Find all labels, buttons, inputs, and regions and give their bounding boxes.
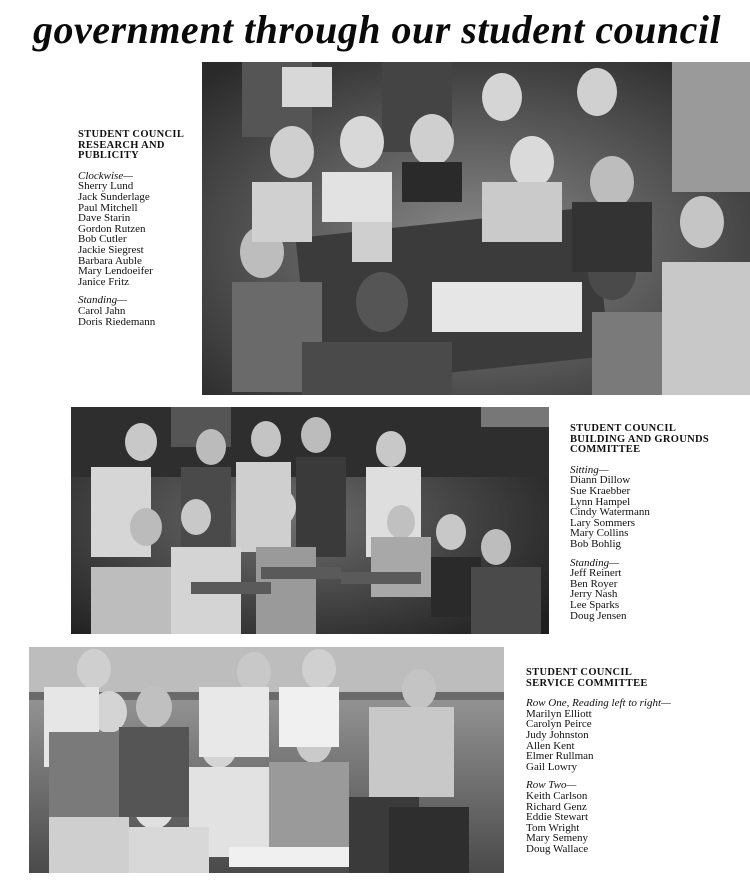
row-two-group: Row Two— Keith Carlson Richard Genz Eddie Stewart Tom Wright Mary Semeny Doug Wallace xyxy=(526,780,726,854)
name: Doug Wallace xyxy=(526,842,589,855)
name: Mary Lendoeifer xyxy=(78,265,153,278)
name: Sherry Lund xyxy=(78,180,134,193)
name: Lary Sommers xyxy=(570,516,636,529)
name: Bob Bohlig xyxy=(570,537,622,550)
name: Carol Jahn xyxy=(78,304,126,317)
service-committee-photo-image xyxy=(29,647,504,873)
row-one-group: Row One, Reading left to right— Marilyn Elliott Carolyn Peirce Judy Johnston Allen Kent Elmer Rullman Gail Lowry xyxy=(526,698,726,772)
research-publicity-photo-image xyxy=(202,62,750,395)
service-committee-photo xyxy=(29,647,504,873)
clockwise-group: Clockwise— Sherry Lund Jack Sunderlage Paul Mitchell Dave Starin Gordon Rutzen Bob Cutler Jackie Siegrest Barbara Auble Mary Lendoeifer Janice Fritz xyxy=(78,171,198,288)
name: Eddie Stewart xyxy=(526,811,589,824)
research-publicity-caption xyxy=(78,130,198,335)
name: Mary Collins xyxy=(570,527,629,540)
name: Doug Jensen xyxy=(570,609,627,622)
name: Paul Mitchell xyxy=(78,201,138,214)
name: Lynn Hampel xyxy=(570,495,631,508)
name: Jackie Siegrest xyxy=(78,243,144,256)
name: Janice Fritz xyxy=(78,275,130,288)
name: Gail Lowry xyxy=(526,760,578,773)
name: Carolyn Peirce xyxy=(526,718,592,731)
name: Judy Johnston xyxy=(526,728,589,741)
name: Lee Sparks xyxy=(570,598,620,611)
name: Marilyn Elliott xyxy=(526,707,592,720)
name: Dave Starin xyxy=(78,212,131,225)
name: Jack Sunderlage xyxy=(78,190,150,203)
name: Keith Carlson xyxy=(526,789,588,802)
caption-title: STUDENT COUNCIL RESEARCH AND PUBLICITY xyxy=(78,129,185,162)
caption-title: STUDENT COUNCIL BUILDING AND GROUNDS COMMITTEE xyxy=(570,423,710,456)
standing-group: Standing— Carol Jahn Doris Riedemann xyxy=(78,295,198,327)
name: Elmer Rullman xyxy=(526,750,594,763)
caption-title: STUDENT COUNCIL SERVICE COMMITTEE xyxy=(526,667,648,689)
name: Sue Kraebber xyxy=(570,484,631,497)
building-grounds-photo-image xyxy=(71,407,549,634)
name: Bob Cutler xyxy=(78,233,127,246)
page-headline: government through our student council xyxy=(33,7,722,52)
name: Tom Wright xyxy=(526,821,580,834)
service-committee-caption xyxy=(526,668,726,863)
name: Mary Semeny xyxy=(526,832,589,845)
building-grounds-photo xyxy=(71,407,549,634)
name: Ben Royer xyxy=(570,577,618,590)
sitting-group: Sitting— Diann Dillow Sue Kraebber Lynn Hampel Cindy Watermann Lary Sommers Mary Collins Bob Bohlig xyxy=(570,465,745,550)
name: Richard Genz xyxy=(526,800,587,813)
name: Jerry Nash xyxy=(570,588,618,601)
building-grounds-caption xyxy=(570,424,745,629)
name: Allen Kent xyxy=(526,739,575,752)
research-publicity-photo xyxy=(202,62,750,395)
name: Barbara Auble xyxy=(78,254,142,267)
name: Gordon Rutzen xyxy=(78,222,146,235)
standing-group: Standing— Jeff Reinert Ben Royer Jerry Nash Lee Sparks Doug Jensen xyxy=(570,558,745,622)
name: Doris Riedemann xyxy=(78,315,156,328)
name: Cindy Watermann xyxy=(570,506,650,519)
name: Diann Dillow xyxy=(570,474,631,487)
name: Jeff Reinert xyxy=(570,567,622,580)
